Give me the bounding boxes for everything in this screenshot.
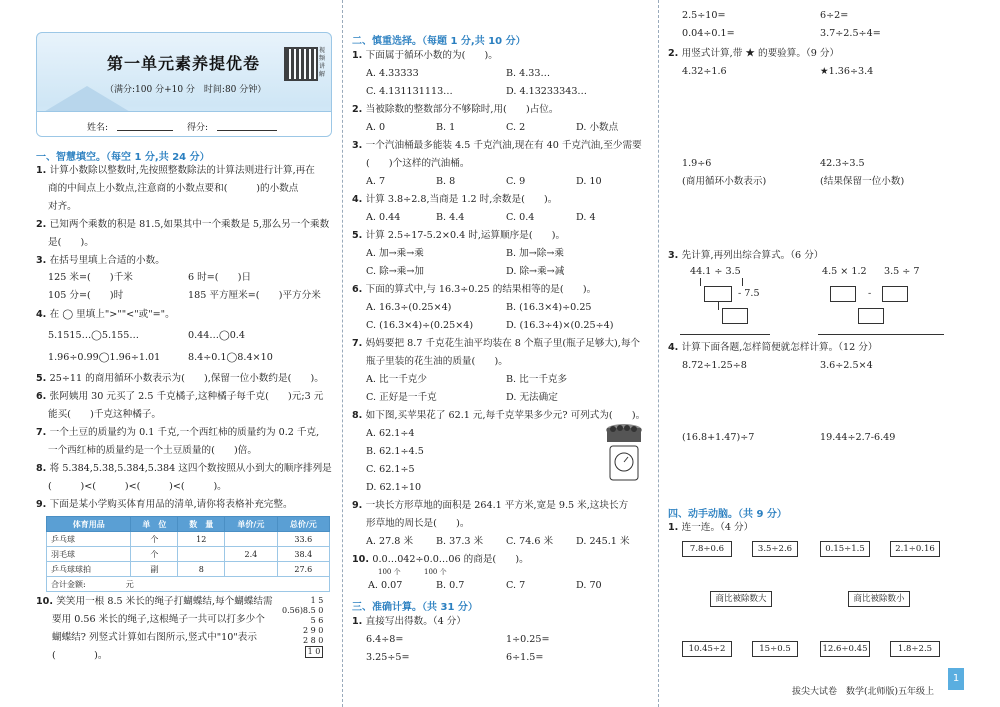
flow-connector bbox=[700, 278, 701, 286]
table-cell: 副 bbox=[131, 562, 178, 577]
option[interactable]: D. 62.1÷10 bbox=[366, 482, 422, 493]
question-3d: 185 平方厘米=( )平方分米 bbox=[188, 290, 321, 301]
option[interactable]: C. (16.3×4)÷(0.25×4) bbox=[366, 320, 474, 331]
question-1-cont: 对齐。 bbox=[48, 201, 77, 212]
long-division-line: 5 6 bbox=[310, 616, 324, 625]
calc-item[interactable]: 1÷0.25= bbox=[506, 634, 550, 645]
table-cell: 个 bbox=[131, 532, 178, 547]
option[interactable]: D. 小数点 bbox=[576, 122, 619, 133]
option[interactable]: A. 7 bbox=[366, 176, 386, 187]
s2-question-3: 3. 一个汽油桶最多能装 4.5 千克汽油,现在有 40 千克汽油,至少需要 bbox=[352, 140, 642, 151]
table-row bbox=[47, 562, 330, 577]
question-4b: 0.44…◯0.4̇ bbox=[188, 330, 245, 341]
flow-connector bbox=[718, 302, 719, 310]
question-10-cont: 要用 0.56 米长的绳子,这根绳子一共可以打多少个 bbox=[52, 614, 265, 625]
match-box-top[interactable]: 2.1÷0.16 bbox=[890, 541, 940, 557]
flow-label: 44.1 ÷ 3.5 bbox=[690, 266, 741, 277]
question-6: 6. 张阿姨用 30 元买了 2.5 千克橘子,这种橘子每千克( )元;3 元 bbox=[36, 391, 324, 402]
match-box-category[interactable]: 商比被除数大 bbox=[710, 591, 772, 607]
long-division-line: 2 9 0 bbox=[302, 626, 324, 635]
match-box-top[interactable]: 3.5÷2.6 bbox=[752, 541, 798, 557]
answer-box[interactable] bbox=[722, 308, 748, 324]
flow-label: 4.5 × 1.2 bbox=[822, 266, 867, 277]
name-score-row bbox=[37, 111, 331, 137]
match-box-category[interactable]: 商比被除数小 bbox=[848, 591, 910, 607]
calc-item[interactable]: 8.72÷1.25÷8 bbox=[682, 360, 747, 371]
s2-question-1: 1. 下面属于循环小数的为( )。 bbox=[352, 50, 498, 61]
option[interactable]: B. 37.3 米 bbox=[436, 536, 484, 547]
score-field[interactable] bbox=[217, 130, 277, 131]
long-division-line: 2 8 0 bbox=[302, 636, 324, 645]
table-row bbox=[47, 532, 330, 547]
option[interactable]: D. 无法确定 bbox=[506, 392, 558, 403]
question-7: 7. 一个土豆的质量约为 0.1 千克,一个西红柿的质量约为 0.2 千克, bbox=[36, 427, 320, 438]
option[interactable]: B. 4.4 bbox=[436, 212, 465, 223]
calc-item[interactable]: 19.44÷2.7-6.49 bbox=[820, 432, 896, 443]
option[interactable]: A. 0.07 bbox=[368, 580, 403, 591]
sub-note: 100 个 bbox=[424, 568, 447, 576]
calc-item[interactable]: 4.32÷1.6 bbox=[682, 66, 727, 77]
s2-question-9: 9. 一块长方形草地的面积是 264.1 平方米,宽是 9.5 米,这块长方 bbox=[352, 500, 629, 511]
calc-item[interactable]: 3.25÷5= bbox=[366, 652, 410, 663]
table-row bbox=[47, 547, 330, 562]
apple-scale-icon bbox=[604, 420, 644, 484]
calc-item[interactable]: (16.8+1.47)÷7 bbox=[682, 432, 755, 443]
s2-question-5: 5. 计算 2.5÷17-5.2×0.4 时,运算顺序是( )。 bbox=[352, 230, 566, 241]
table-cell: 乒乓球 bbox=[47, 532, 131, 547]
answer-box[interactable] bbox=[882, 286, 908, 302]
option[interactable]: A. 0 bbox=[366, 122, 386, 133]
table-header: 体育用品 bbox=[47, 517, 131, 532]
s2-question-2: 2. 当被除数的整数部分不够除时,用( )占位。 bbox=[352, 104, 559, 115]
option[interactable]: A. 4.33333 bbox=[366, 68, 419, 79]
option[interactable]: D. 4 bbox=[576, 212, 596, 223]
match-box-bottom[interactable]: 10.45÷2 bbox=[682, 641, 732, 657]
table-total[interactable]: 合计金额: 元 bbox=[47, 577, 330, 592]
match-box-bottom[interactable]: 1.8÷2.5 bbox=[890, 641, 940, 657]
option[interactable]: C. 2 bbox=[506, 122, 526, 133]
option[interactable]: B. 比一千克多 bbox=[506, 374, 568, 385]
question-8: 8. 将 5.384,5.38̇,5.3̇84̇,5.384̇ 这四个数按照从小到大的顺序排列是 bbox=[36, 463, 332, 474]
calc-item[interactable]: 2.5÷10= bbox=[682, 10, 726, 21]
question-8-cont: ( )<( )<( )<( )。 bbox=[48, 481, 227, 492]
question-9: 9. 下面是某小学购买体育用品的清单,请你将表格补充完整。 bbox=[36, 499, 293, 510]
table-cell[interactable] bbox=[225, 562, 277, 577]
option[interactable]: D. 10 bbox=[576, 176, 602, 187]
table-total-row bbox=[47, 577, 330, 592]
s2-question-4: 4. 计算 3.8÷2.8,当商是 1.2 时,余数是( )。 bbox=[352, 194, 558, 205]
name-label: 姓名: bbox=[87, 123, 109, 133]
match-box-top[interactable]: 7.8÷0.6 bbox=[682, 541, 732, 557]
calc-item[interactable]: 42.3÷3.5 bbox=[820, 158, 865, 169]
flow-label: - bbox=[868, 288, 872, 299]
option[interactable]: C. 4.131131113… bbox=[366, 86, 453, 97]
calc-item[interactable]: 6÷2= bbox=[820, 10, 849, 21]
calc-item[interactable]: 0.04÷0.1= bbox=[682, 28, 735, 39]
option[interactable]: B. 62.1÷4.5 bbox=[366, 446, 424, 457]
question-6-cont: 能买( )千克这种橘子。 bbox=[48, 409, 162, 420]
match-box-top[interactable]: 0.15÷1.5 bbox=[820, 541, 870, 557]
column-divider bbox=[342, 0, 343, 707]
match-box-bottom[interactable]: 15÷0.5 bbox=[752, 641, 798, 657]
option[interactable]: A. 0.44 bbox=[366, 212, 401, 223]
s3-question-3: 3. 先计算,再列出综合算式。（6 分） bbox=[668, 250, 824, 261]
calc-item[interactable]: 3.7÷2.5÷4= bbox=[820, 28, 881, 39]
option[interactable]: D. 70 bbox=[576, 580, 602, 591]
option[interactable]: C. 74.6 米 bbox=[506, 536, 554, 547]
qr-label: 视频讲解 bbox=[319, 47, 326, 78]
question-3c: 105 分=( )时 bbox=[48, 290, 124, 301]
answer-box[interactable] bbox=[830, 286, 856, 302]
table-cell[interactable] bbox=[225, 532, 277, 547]
s2-question-8: 8. 如下图,买苹果花了 62.1 元,每千克苹果多少元? 可列式为( )。 bbox=[352, 410, 646, 421]
long-division-line: 0.56)8.5 0 bbox=[282, 606, 324, 615]
qr-code-icon[interactable] bbox=[284, 47, 318, 81]
calc-item[interactable]: ★1.36÷3.4 bbox=[820, 66, 874, 77]
option[interactable]: D. 除→乘→减 bbox=[506, 266, 565, 277]
flow-label: - 7.5 bbox=[738, 288, 760, 299]
long-division-remainder: 1 0 bbox=[305, 646, 324, 658]
answer-line bbox=[680, 334, 770, 335]
exam-meta: （满分:100 分+10 分 时间:80 分钟） bbox=[105, 85, 267, 95]
question-5: 5. 25÷11 的商用循环小数表示为( ),保留一位小数约是( )。 bbox=[36, 373, 324, 384]
option[interactable]: B. (16.3×4)÷0.25 bbox=[506, 302, 592, 313]
title-box bbox=[36, 32, 332, 137]
calc-note: (结果保留一位小数) bbox=[820, 176, 905, 187]
option[interactable]: D. (16.3÷4)×(0.25÷4) bbox=[506, 320, 614, 331]
calc-item[interactable]: 3.6÷2.5×4 bbox=[820, 360, 873, 371]
option[interactable]: A. 62.1÷4 bbox=[366, 428, 415, 439]
option[interactable]: A. 比一千克少 bbox=[366, 374, 427, 385]
question-10: 10. 笑笑用一根 8.5 米长的绳子打蝴蝶结,每个蝴蝶结需 bbox=[36, 596, 273, 607]
s3-question-1: 1. 直接写出得数。（4 分） bbox=[352, 616, 466, 627]
calc-item[interactable]: 1.9÷6 bbox=[682, 158, 712, 169]
flow-connector bbox=[742, 278, 743, 286]
question-1: 1. 计算小数除以整数时,先按照整数除法的计算法则进行计算,再在 bbox=[36, 165, 315, 176]
section-2-title: 二、慎重选择。（每题 1 分,共 10 分） bbox=[352, 36, 526, 47]
table-header: 单价/元 bbox=[225, 517, 277, 532]
option[interactable]: B. 8 bbox=[436, 176, 456, 187]
question-4d: 8.4÷0.1◯8.4×10 bbox=[188, 352, 273, 363]
option[interactable]: A. 27.8 米 bbox=[366, 536, 414, 547]
s3-question-2: 2. 用竖式计算,带 ★ 的要验算。（9 分） bbox=[668, 48, 840, 59]
table-header: 单 位 bbox=[131, 517, 178, 532]
question-10-cont: ( )。 bbox=[52, 650, 108, 661]
option[interactable]: B. 1 bbox=[436, 122, 456, 133]
answer-line bbox=[818, 334, 944, 335]
flow-label: 3.5 ÷ 7 bbox=[884, 266, 920, 277]
question-7-cont: 一个西红柿的质量约是一个土豆质量的( )倍。 bbox=[48, 445, 257, 456]
score-label: 得分: bbox=[187, 123, 209, 133]
table-cell: 33.6 bbox=[277, 532, 329, 547]
option[interactable]: B. 0.7 bbox=[436, 580, 465, 591]
table-header: 数 量 bbox=[178, 517, 225, 532]
column-divider bbox=[658, 0, 659, 707]
section-4-title: 四、动手动脑。（共 9 分） bbox=[668, 509, 787, 520]
name-field[interactable] bbox=[117, 130, 173, 131]
option[interactable]: C. 正好是一千克 bbox=[366, 392, 437, 403]
question-3b: 6 时=( )日 bbox=[188, 272, 252, 283]
question-2: 2. 已知两个乘数的积是 81.5,如果其中一个乘数是 5,那么另一个乘数 bbox=[36, 219, 330, 230]
question-4c: 1.96÷0.99◯1.96÷1.01 bbox=[48, 352, 161, 363]
match-box-bottom[interactable]: 12.6÷0.45 bbox=[820, 641, 870, 657]
table-cell: 8 bbox=[178, 562, 225, 577]
question-2-cont: 是( )。 bbox=[48, 237, 94, 248]
s4-question-1: 1. 连一连。（4 分） bbox=[668, 522, 754, 533]
question-3: 3. 在括号里填上合适的小数。 bbox=[36, 255, 165, 266]
option[interactable]: A. 16.3÷(0.25×4) bbox=[366, 302, 452, 313]
table-cell: 38.4 bbox=[277, 547, 329, 562]
option[interactable]: D. 245.1 米 bbox=[576, 536, 630, 547]
sports-table bbox=[46, 516, 330, 592]
option[interactable]: D. 4.13233343… bbox=[506, 86, 588, 97]
long-division-line: 1 5 bbox=[310, 596, 324, 605]
s3-question-4: 4. 计算下面各题,怎样简便就怎样计算。（12 分） bbox=[668, 342, 878, 353]
question-4a: 5.1515…◯5.155… bbox=[48, 330, 139, 341]
answer-box[interactable] bbox=[858, 308, 884, 324]
question-10-cont: 蝴蝶结? 列竖式计算如右图所示,竖式中"10"表示 bbox=[52, 632, 257, 643]
long-division bbox=[282, 596, 323, 658]
table-header: 总价/元 bbox=[277, 517, 329, 532]
calc-item[interactable]: 6.4÷8= bbox=[366, 634, 404, 645]
sub-note: 100 个 bbox=[378, 568, 401, 576]
table-cell[interactable] bbox=[178, 547, 225, 562]
option[interactable]: B. 4.33… bbox=[506, 68, 551, 79]
s2-question-9-cont: 形草地的周长是( )。 bbox=[366, 518, 470, 529]
option[interactable]: C. 7 bbox=[506, 580, 526, 591]
section-1-title: 一、智慧填空。（每空 1 分,共 24 分） bbox=[36, 152, 210, 163]
section-3-title: 三、准确计算。（共 31 分） bbox=[352, 602, 478, 613]
question-1-cont: 商的中间点上小数点,注意商的小数点要和( )的小数点 bbox=[48, 183, 299, 194]
option[interactable]: C. 除→乘→加 bbox=[366, 266, 424, 277]
s2-question-6: 6. 下面的算式中,与 16.3÷0.25 的结果相等的是( )。 bbox=[352, 284, 597, 295]
question-4: 4. 在 ◯ 里填上">""<"或"="。 bbox=[36, 309, 175, 320]
option[interactable]: B. 加→除→乘 bbox=[506, 248, 565, 259]
option[interactable]: A. 加→乘→乘 bbox=[366, 248, 424, 259]
table-cell: 27.6 bbox=[277, 562, 329, 577]
option[interactable]: C. 62.1÷5 bbox=[366, 464, 415, 475]
question-3a: 125 米=( )千米 bbox=[48, 272, 133, 283]
calc-item[interactable]: 6÷1.5= bbox=[506, 652, 544, 663]
table-cell: 乒乓球球拍 bbox=[47, 562, 131, 577]
table-cell: 12 bbox=[178, 532, 225, 547]
table-cell: 羽毛球 bbox=[47, 547, 131, 562]
option[interactable]: C. 9 bbox=[506, 176, 526, 187]
s2-question-7: 7. 妈妈要把 8.7 千克花生油平均装在 8 个瓶子里(瓶子足够大),每个 bbox=[352, 338, 641, 349]
option[interactable]: C. 0.4 bbox=[506, 212, 535, 223]
calc-note: (商用循环小数表示) bbox=[682, 176, 767, 187]
page-title: 第一单元素养提优卷 bbox=[107, 54, 261, 73]
s2-question-3-cont: ( )个这样的汽油桶。 bbox=[366, 158, 470, 169]
footer-brand: 拔尖大试卷 数学(北师版)五年级上 bbox=[792, 687, 935, 697]
s2-question-7-cont: 瓶子里装的花生油的质量( )。 bbox=[366, 356, 508, 367]
table-cell: 2.4 bbox=[225, 547, 277, 562]
page-number: 1 bbox=[948, 668, 964, 690]
table-cell: 个 bbox=[131, 547, 178, 562]
answer-box[interactable] bbox=[704, 286, 732, 302]
s2-question-10: 10. 0.0…042÷0.0…06 的商是( )。 bbox=[352, 554, 529, 565]
